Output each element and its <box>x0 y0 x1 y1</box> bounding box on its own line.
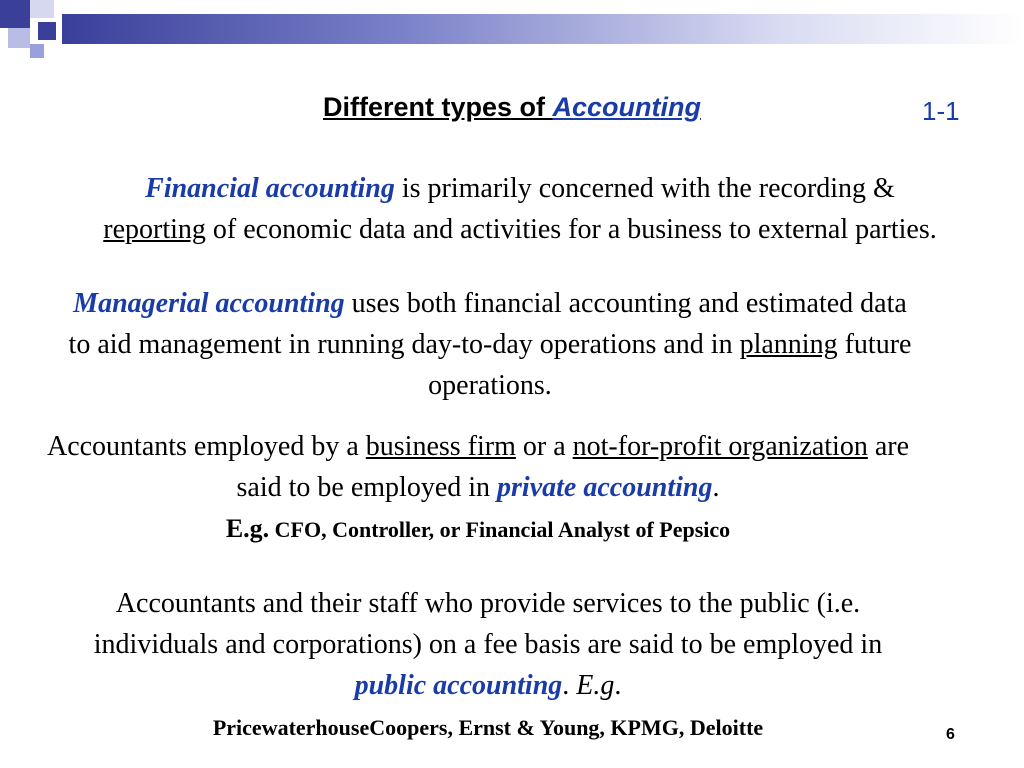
public-accounting-paragraph <box>60 583 916 747</box>
header-gradient-bar <box>62 14 1024 44</box>
title-text: Different types of <box>322 92 553 122</box>
private-text-2: or a <box>515 431 573 462</box>
managerial-accounting-paragraph <box>60 283 920 406</box>
private-text-3: are said to be employed in <box>236 431 910 503</box>
business-firm-term: business firm <box>365 431 516 462</box>
title-highlight: Accounting <box>552 92 702 122</box>
page-title <box>0 92 1024 123</box>
deco-square <box>0 0 30 28</box>
managerial-term: Managerial accounting <box>73 288 345 319</box>
private-period: . <box>712 472 720 503</box>
public-text-1: Accountants and their staff who provide services to the public (i.e. individuals and corporations) on a fee basis are said to be employed in <box>93 588 883 660</box>
private-accounting-term: private accounting <box>497 472 713 503</box>
financial-term: Financial accounting <box>145 173 395 204</box>
public-eg-period: . <box>614 670 622 701</box>
slide-reference: 1-1 <box>922 96 960 126</box>
private-text-1: Accountants employed by a <box>46 431 366 462</box>
public-example: PricewaterhouseCoopers, Ernst & Young, KPMG, Deloitte <box>212 715 764 740</box>
not-for-profit-term: not-for-profit organization <box>572 431 868 462</box>
managerial-text-1: uses both financial accounting and estimated data to aid management in running day-to-day operations and in <box>68 288 907 360</box>
deco-square <box>8 28 30 48</box>
reporting-term: reporting <box>103 214 206 245</box>
deco-square <box>30 44 44 58</box>
public-period: . <box>562 670 577 701</box>
private-example: CFO, Controller, or Financial Analyst of Pepsico <box>269 517 731 542</box>
financial-accounting-paragraph <box>0 168 1024 250</box>
public-eg: E.g <box>576 670 615 701</box>
planning-term: planning <box>739 329 838 360</box>
private-accounting-paragraph <box>40 426 916 549</box>
financial-text-1: is primarily concerned with the recording & <box>394 173 895 204</box>
deco-square <box>38 22 56 40</box>
deco-square <box>30 0 54 18</box>
financial-text-2: of economic data and activities for a business to external parties. <box>205 214 937 245</box>
page-number: 6 <box>946 726 955 743</box>
private-eg: E.g. <box>225 514 270 543</box>
managerial-text-2: future operations. <box>428 329 912 401</box>
public-accounting-term: public accounting <box>354 670 563 701</box>
